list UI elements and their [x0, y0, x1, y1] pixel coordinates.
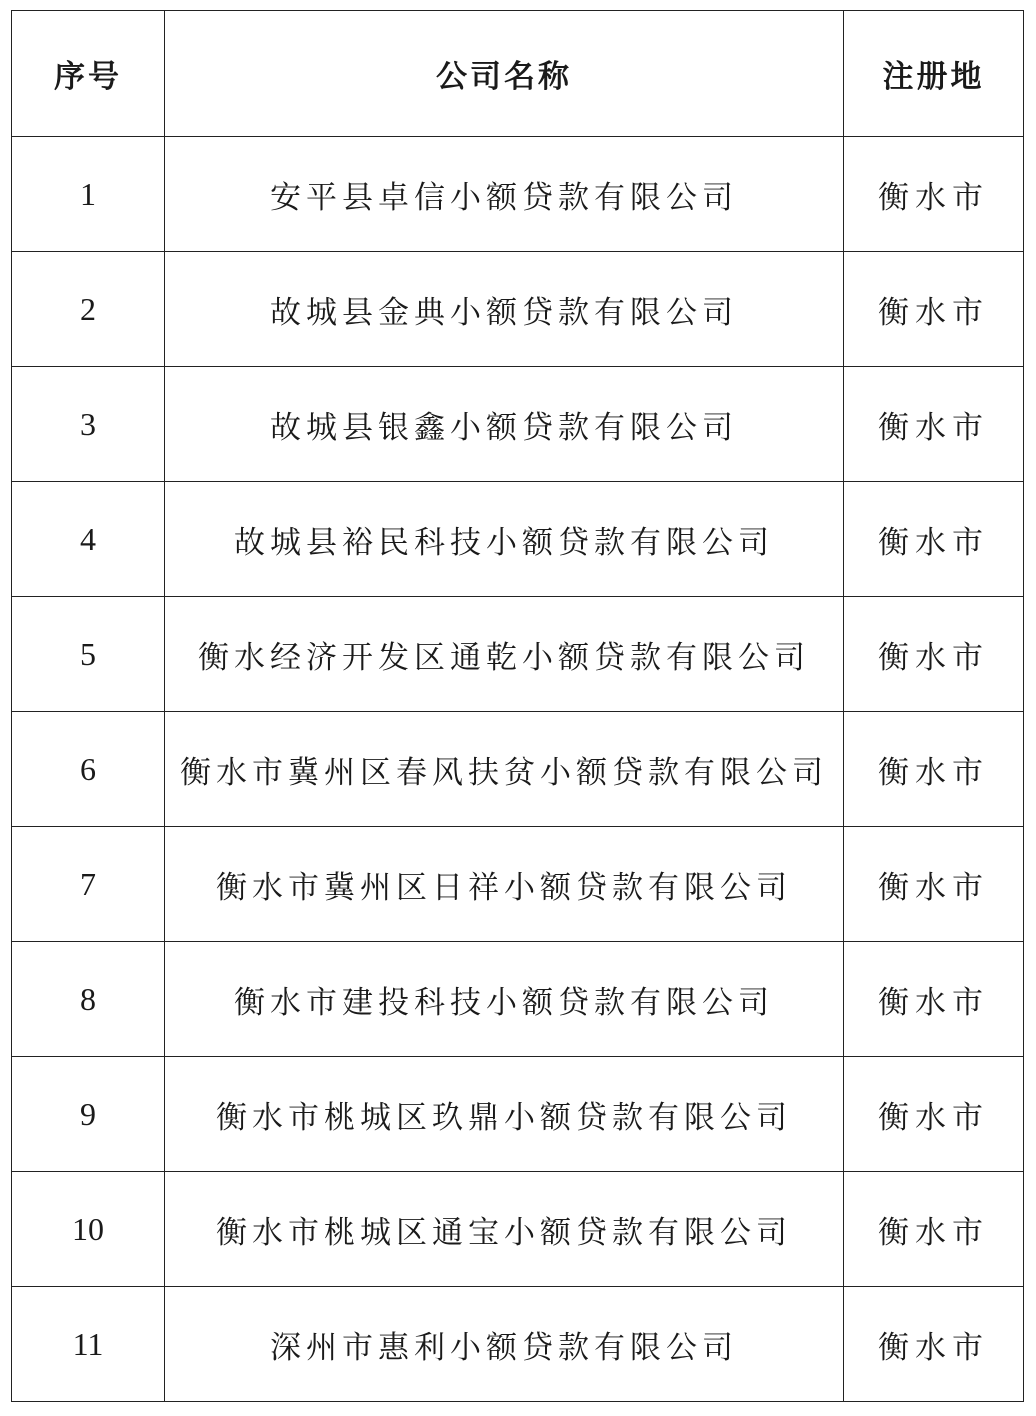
row-company-name: 故城县银鑫小额贷款有限公司	[165, 367, 844, 482]
row-index: 11	[12, 1287, 165, 1402]
row-company-name: 衡水市冀州区日祥小额贷款有限公司	[165, 827, 844, 942]
row-company-name: 安平县卓信小额贷款有限公司	[165, 137, 844, 252]
table-row	[12, 597, 1024, 712]
row-index: 6	[12, 712, 165, 827]
table-row	[12, 1057, 1024, 1172]
row-company-name: 深州市惠利小额贷款有限公司	[165, 1287, 844, 1402]
table-row	[12, 482, 1024, 597]
table-row	[12, 1172, 1024, 1287]
row-company-name: 衡水市桃城区玖鼎小额贷款有限公司	[165, 1057, 844, 1172]
row-location: 衡水市	[844, 1172, 1024, 1287]
row-index: 1	[12, 137, 165, 252]
row-company-name: 故城县裕民科技小额贷款有限公司	[165, 482, 844, 597]
row-location: 衡水市	[844, 1287, 1024, 1402]
table-row	[12, 367, 1024, 482]
table-row	[12, 1287, 1024, 1402]
row-location: 衡水市	[844, 712, 1024, 827]
row-location: 衡水市	[844, 1057, 1024, 1172]
row-index: 10	[12, 1172, 165, 1287]
table-row	[12, 827, 1024, 942]
row-company-name: 衡水市建投科技小额贷款有限公司	[165, 942, 844, 1057]
row-location: 衡水市	[844, 827, 1024, 942]
row-index: 4	[12, 482, 165, 597]
row-location: 衡水市	[844, 137, 1024, 252]
row-location: 衡水市	[844, 252, 1024, 367]
header-company-name: 公司名称	[165, 11, 844, 137]
row-index: 3	[12, 367, 165, 482]
row-company-name: 衡水市桃城区通宝小额贷款有限公司	[165, 1172, 844, 1287]
row-index: 8	[12, 942, 165, 1057]
row-location: 衡水市	[844, 482, 1024, 597]
row-location: 衡水市	[844, 367, 1024, 482]
header-index: 序号	[12, 11, 165, 137]
row-company-name: 故城县金典小额贷款有限公司	[165, 252, 844, 367]
row-index: 7	[12, 827, 165, 942]
header-registered-location: 注册地	[844, 11, 1024, 137]
table-row	[12, 712, 1024, 827]
row-company-name: 衡水市冀州区春风扶贫小额贷款有限公司	[165, 712, 844, 827]
company-table-container	[11, 10, 1023, 1402]
table-row	[12, 252, 1024, 367]
row-index: 2	[12, 252, 165, 367]
header-row	[12, 11, 1024, 137]
row-location: 衡水市	[844, 942, 1024, 1057]
row-location: 衡水市	[844, 597, 1024, 712]
row-company-name: 衡水经济开发区通乾小额贷款有限公司	[165, 597, 844, 712]
row-index: 5	[12, 597, 165, 712]
company-table	[11, 10, 1024, 1402]
table-row	[12, 137, 1024, 252]
table-row	[12, 942, 1024, 1057]
row-index: 9	[12, 1057, 165, 1172]
